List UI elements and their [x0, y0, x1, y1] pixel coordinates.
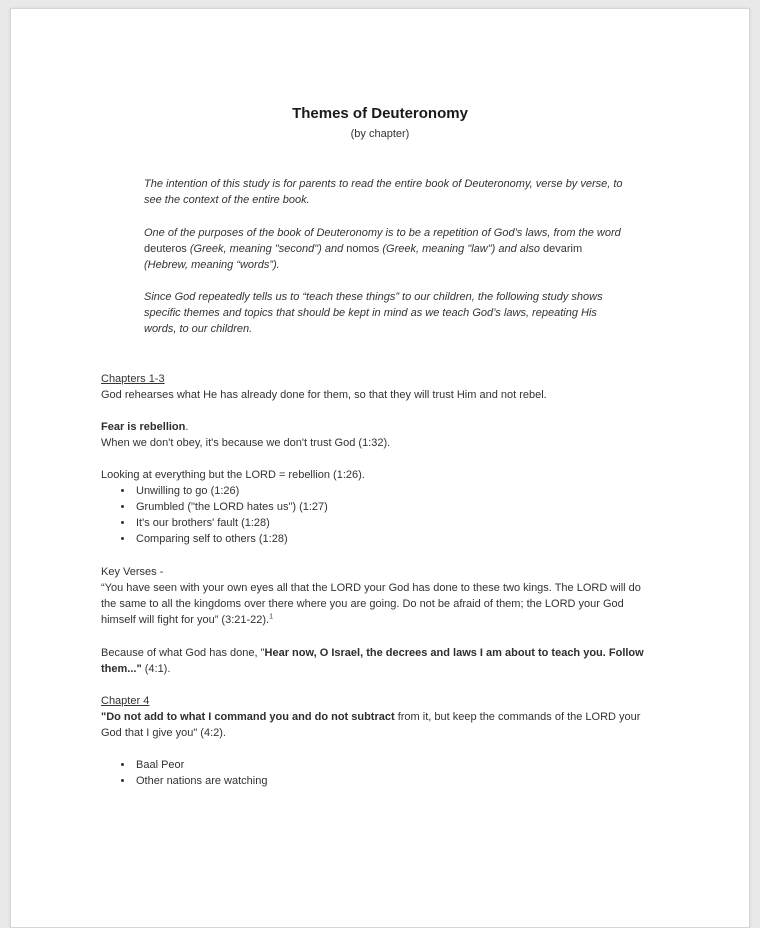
intro-text: (Greek, meaning "law") and also [379, 243, 544, 255]
key-verse-quote: “You have seen with your own eyes all that the LORD your God has done to these two kings. The LORD will do the same to all the kingdoms over there where you are going. Do not be afraid of them; the LORD your God himself will fight for you” (3:21-22).$^1$ [101, 582, 641, 626]
section-summary: God rehearses what He has already done for them, so that they will trust Him and not rebel. [101, 389, 547, 401]
intro-paragraph-1: The intention of this study is for parents to read the entire book of Deuteronomy, verse by verse, to see the context of the entire book. [144, 178, 623, 206]
section-chapter-4 [101, 693, 659, 741]
list-item: • Other nations are watching [134, 773, 659, 789]
footnote-ref: 1 [269, 613, 274, 621]
section-chapters-1-3 [101, 371, 659, 403]
section-heading: Chapter 4 [101, 695, 150, 707]
key-verses-label: Key Verses - [101, 566, 164, 578]
because-post-text: (4:1). [141, 663, 171, 675]
intro-text: One of the purposes of the book of Deuteronomy is to be a repetition of God’s laws, from the word [144, 227, 621, 239]
list-item: • Grumbled ("the LORD hates us") (1:27) [134, 499, 659, 515]
because-bold-quote: Hear now, O Israel, the decrees and laws I am about to teach you. Follow them..." [101, 647, 644, 675]
list-item: • Unwilling to go (1:26) [134, 483, 659, 499]
chapter4-verse [101, 709, 659, 741]
intro-text: (Greek, meaning "second") and [186, 243, 347, 255]
doc-title: Themes of Deuteronomy [292, 105, 468, 122]
intro-paragraph-2 [144, 225, 629, 273]
verse-rest-text: from it, but keep the commands of the LORD your God that I give you" (4:2). [101, 711, 641, 739]
document-content [11, 9, 749, 789]
rebellion-bullet-list [101, 483, 659, 547]
doc-subtitle: (by chapter) [350, 128, 410, 140]
looking-line: Looking at everything but the LORD = rebellion (1:26). [101, 469, 365, 481]
rebellion-paragraph [101, 467, 659, 547]
document-page [10, 8, 750, 928]
section-heading: Chapters 1-3 [101, 373, 165, 385]
greek-term-nomos: nomos [346, 243, 380, 255]
chapter4-bullet-list [101, 757, 659, 789]
intro-block [144, 176, 629, 337]
key-verses-paragraph [101, 564, 659, 628]
hebrew-term-devarim: devarim [543, 243, 583, 255]
list-item: • Baal Peor [134, 757, 659, 773]
verse-bold-text: "Do not add to what I command you and do not subtract [101, 711, 395, 723]
intro-paragraph-3: Since God repeatedly tells us to “teach these things” to our children, the following study shows specific themes and topics that should be kept in mind as we teach God’s laws, repeating His words, to our children. [144, 291, 603, 335]
fear-paragraph [101, 419, 659, 451]
fear-heading-line: Fear is rebellion. [101, 421, 189, 433]
list-item: • Comparing self to others (1:28) [134, 531, 659, 547]
obey-line: When we don't obey, it's because we don't trust God (1:32). [101, 437, 391, 449]
intro-text: (Hebrew, meaning “words”). [144, 259, 280, 271]
list-item: • It's our brothers' fault (1:28) [134, 515, 659, 531]
because-pre-text: Because of what God has done, " [101, 647, 265, 659]
because-paragraph [101, 645, 659, 677]
greek-term-deuteros: deuteros [144, 243, 187, 255]
fear-bold-text: Fear is rebellion [101, 421, 186, 433]
chapter4-bullets-paragraph [101, 757, 659, 789]
